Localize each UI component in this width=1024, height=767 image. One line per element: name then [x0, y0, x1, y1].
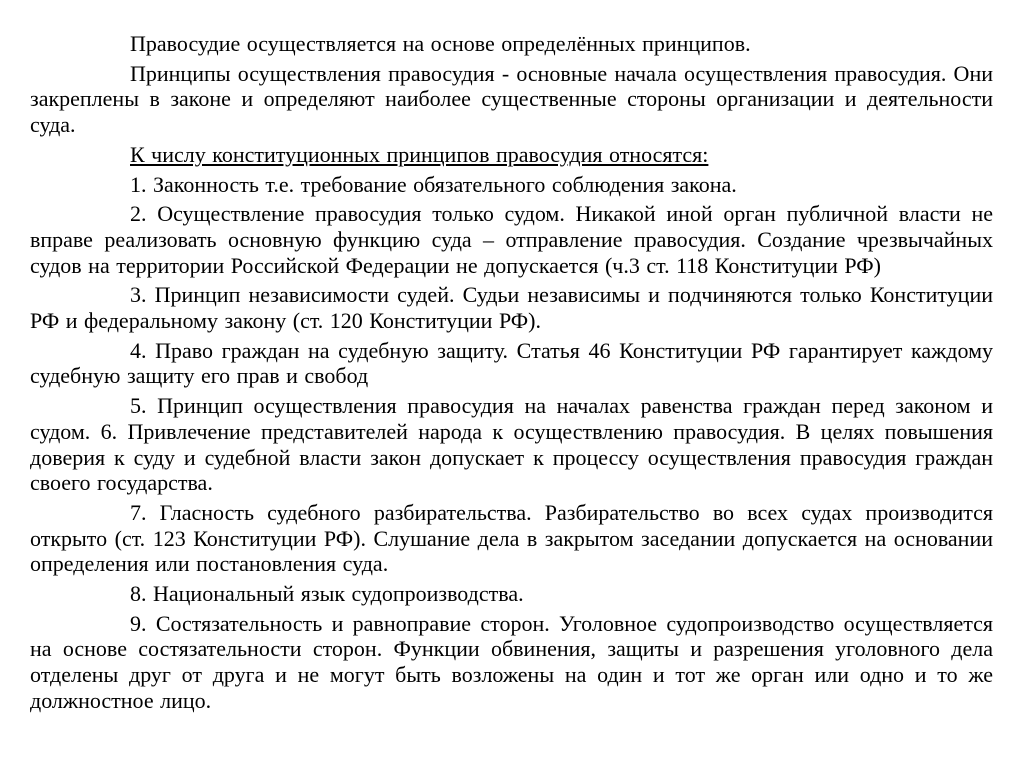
- principle-3-judicial-independence: 3. Принцип независимости судей. Судьи независимы и подчиняются только Конституции РФ и федеральному закону (ст. 120 Конституции РФ).: [30, 282, 993, 334]
- heading-constitutional-principles: К числу конституционных принципов правосудия относятся:: [130, 141, 709, 167]
- principle-5-6-equality-and-peoples-participation: 5. Принцип осуществления правосудия на началах равенства граждан перед законом и судом. 6. Привлечение представителей народа к осуществлению правосудия. В целях повышения доверия к суду и судебной власти закон допускает к процессу осуществления правосудия граждан своего государства.: [30, 393, 993, 496]
- principle-7-public-proceedings: 7. Гласность судебного разбирательства. Разбирательство во всех судах производится открыто (ст. 123 Конституции РФ). Слушание дела в закрытом заседании допускается на основании определения или постановления суда.: [30, 499, 993, 577]
- principle-9-adversarial-equality-of-parties: 9. Состязательность и равноправие сторон. Уголовное судопроизводство осуществляется на основе состязательности сторон. Функции обвинения, защиты и разрешения уголовного дела отделены друг от друга и не могут быть возложены на один и тот же орган или одно и то же должностное лицо.: [30, 610, 993, 713]
- paragraph-intro: Правосудие осуществляется на основе определённых принципов.: [130, 31, 751, 56]
- paragraph-definition: Принципы осуществления правосудия - основные начала осуществления правосудия. Они закреплены в законе и определяют наиболее существенные стороны организации и деятельности суда.: [30, 60, 993, 138]
- principle-8-national-language: 8. Национальный язык судопроизводства.: [130, 581, 524, 607]
- principle-4-right-to-judicial-protection: 4. Право граждан на судебную защиту. Статья 46 Конституции РФ гарантирует каждому судебную защиту его прав и свобод: [30, 337, 993, 389]
- principle-1-legality: 1. Законность т.е. требование обязательного соблюдения закона.: [130, 171, 737, 197]
- principle-2-justice-only-by-court: 2. Осуществление правосудия только судом. Никакой иной орган публичной власти не вправе реализовать основную функцию суда – отправление правосудия. Создание чрезвычайных судов на территории Российской Федерации не допускается (ч.3 ст. 118 Конституции РФ): [30, 201, 993, 278]
